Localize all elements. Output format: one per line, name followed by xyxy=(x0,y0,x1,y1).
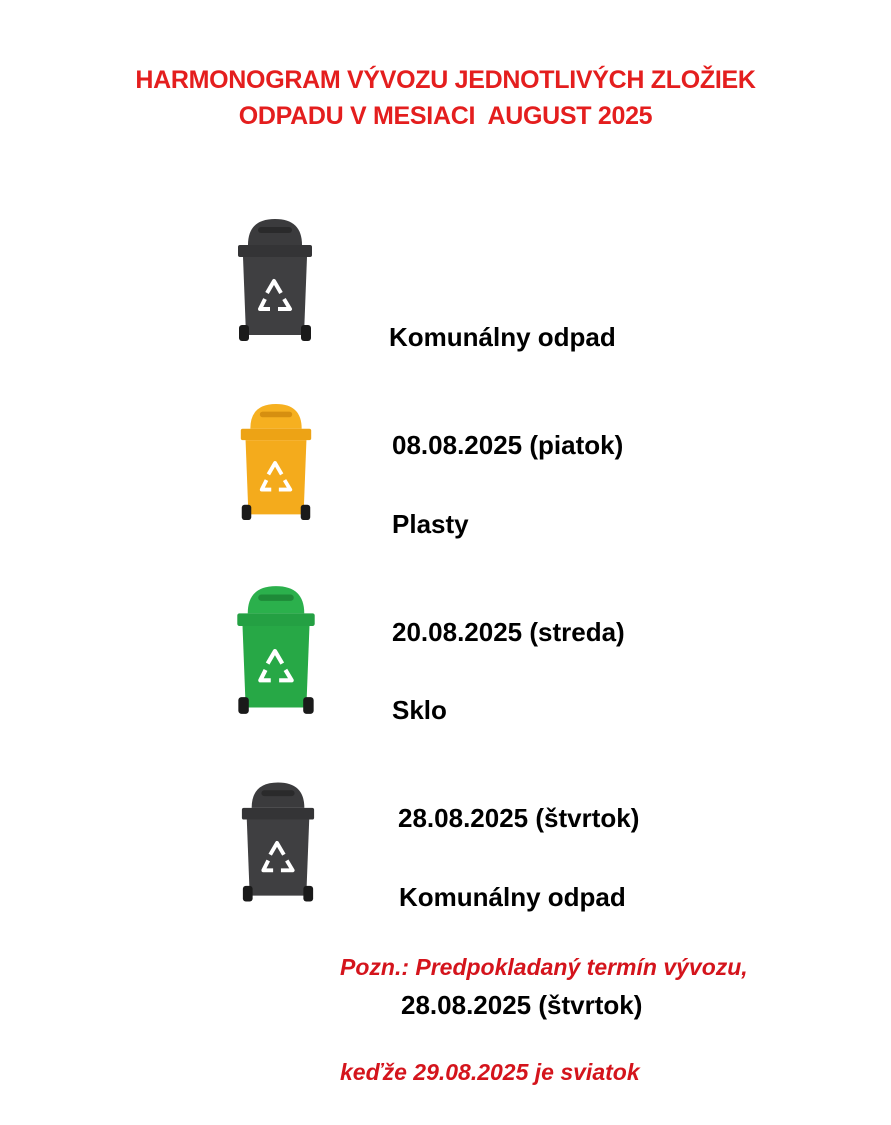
green-bin-icon xyxy=(232,582,320,718)
waste-type: Plasty xyxy=(392,509,469,539)
waste-type: Komunálny odpad xyxy=(389,322,616,352)
pickup-date: 28.08.2025 (štvrtok) xyxy=(398,803,640,833)
yellow-bin-icon xyxy=(237,400,315,524)
waste-type: Sklo xyxy=(392,695,447,725)
note-line-2: keďže 29.08.2025 je sviatok xyxy=(340,1059,640,1085)
holiday-note xyxy=(340,880,748,1125)
title-line-2: ODPADU V MESIACI AUGUST 2025 xyxy=(238,102,653,130)
black-bin-icon xyxy=(238,778,318,906)
pickup-date: 08.08.2025 (piatok) xyxy=(392,430,624,460)
page-title xyxy=(0,62,891,134)
pickup-date: 28.08.2025 (štvrtok) xyxy=(401,990,643,1020)
note-line-1: Pozn.: Predpokladaný termín vývozu, xyxy=(340,954,748,980)
title-line-1: HARMONOGRAM VÝVOZU JEDNOTLIVÝCH ZLOŽIEK xyxy=(135,66,756,94)
black-bin-icon xyxy=(234,215,316,345)
waste-type: Komunálny odpad xyxy=(399,882,626,912)
pickup-date: 20.08.2025 (streda) xyxy=(392,617,625,647)
